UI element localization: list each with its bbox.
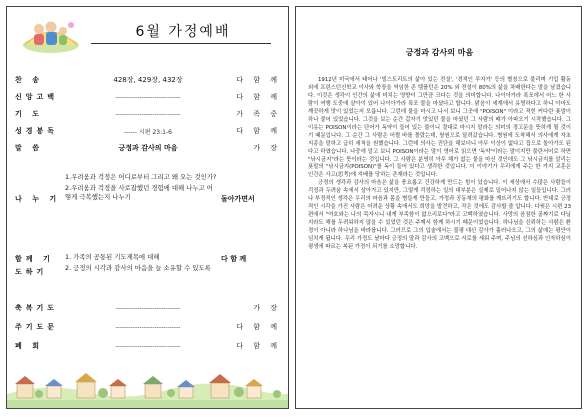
row-scripture (15, 126, 281, 136)
row-value: ------------------------------ (115, 93, 181, 101)
sermon-paragraph: 긍정의 생각과 감사의 마음은 삶을 풍요롭고 건강하게 만드는 힘이 있습니다. 이 세상에서 수많은 사람들이 걱정과 두려움 속에서 살아가고 있지만, 그렇게 걱정하는 일의 대부분은 실제로 일어나지 않는 일들입니다. 그러나 부정적인 생각은 우리의 마음과 몸을 병들게 만들고, 가정과 공동체의 평화를 깨뜨리기도 합니다. 반대로 긍정적인 시각을 가진 사람은 어려운 상황 속에서도 희망을 발견하고, 작은 것에도 감사할 줄 압니다. 다윗은 시편 23편에서 "여호와는 나의 목자시니 내게 부족함이 없으리로다"라고 고백하였습니다. 사망의 음침한 골짜기로 다닐지라도 해를 두려워하지 않을 수 있었던 것은 주께서 함께 하시기 때문이었습니다. 하나님을 신뢰하는 사람은 환경이 아니라 하나님을 바라봅니다. 그러므로 그의 입술에서는 불평 대신 감사가 흘러나오고, 그의 삶에는 평안이 넘치게 됩니다. 우리 가정도 날마다 긍정의 말과 감사의 고백으로 서로를 세워 주며, 주님의 선하심과 인자하심이 평생에 따르는 복된 가정이 되기를 소망합니다. (308, 180, 571, 251)
sharing-label: 나 누 기 (15, 195, 61, 203)
row-value: 긍정과 감사의 마음 (118, 144, 178, 152)
row-label: 폐 회 (15, 342, 43, 350)
row-leader: 다 함 께 (236, 127, 281, 135)
family-illustration (21, 15, 81, 53)
sermon-title: 긍정과 감사의 마음 (405, 48, 474, 57)
sharing-block (15, 173, 281, 229)
row-benediction (15, 303, 281, 313)
row-leader: 다 함 께 (236, 76, 281, 84)
row-prayer (15, 109, 281, 119)
row-label: 주기도문 (15, 323, 59, 331)
group-prayer-block (15, 253, 281, 293)
sharing-leader: 돌아가면서 (221, 195, 255, 203)
row-label: 성경봉독 (15, 127, 59, 135)
sermon-paragraph: 1912년 미국에서 태어나 '빌스트리트의 삶아 있는 전설', '경적인 투자가' 등의 별칭으로 불리며 기업 활동 외에 프린스턴신학교 이사와 학장을 역임한 존 템플턴은 20% 외 전설이 80%의 삶을 차배한다는 말을 남겼습니다. 이것은 생각이 인간의 삶에 미치는 영향이 그만큼 크다는 것을 의미합니다. 나이아가라 폭포에서 어느 한 사람이 여행 도중에 살아이 있어 나이아가라 폭포 물을 마셨다고 합니다. 맑음이 세계에서 유명하다고 하니 아마도 깨끗하게 맛이 있었는지 모릅니다. 그런데 물을 마시고 나서 보니 그곳에 "POISON" 이라고 적힌 커다란 푯말이 하나 붙어 있었습니다. 그것을 보는 순간 갑자기 맛있던 물을 마셨던 그 사람의 배가 아파오기 시작했습니다. 그 이유는 POISON이라는 단어가 독약이 들어 있는 물이니 절대로 마시지 말라는 의미의 경고문을 뜻하게 될 것이기 때문입니다. 그 순간 그 사람은 어쩔 바를 몰랐는데, 쌍원으로 달려갔습니다. 병원에 도착해서 의사에게 자초지종을 말하고 급히 세척을 원했습니다. 그런데 의사는 진단을 해보더니 아무 이상이 없다고 집으로 돌아가도 된다고 하였습니다. 나중에 알고 보니 POISON이라는 말이 영어로 읽으면 '독약'이라는 말이지만 불란서어로 하면 "낚시금지"라는 뜻이라는 것입니다. 그 사람은 분명히 아무 해가 없는 물을 마신 것인데도 그 낚시금지를 알리는 푯말의 "낚시금지(POISON)"를 독이 들어 있다고 생각한 것입니다. 이 이야기가 우리에게 주는 한 가지 교훈은 인간은 사고(思考)에 지배를 당하는 존재라는 것입니다. (308, 77, 571, 179)
row-value: ------ 시편 23:1-6 (124, 128, 172, 136)
group-prayer-items (65, 253, 217, 276)
row-value: ------------------------------ (115, 304, 181, 312)
row-label: 기 도 (15, 110, 43, 118)
sharing-item: 2.우려움과 걱정을 사로잡했던 경험에 대해 나누고 어떻게 극복했는지 나누기 (65, 184, 213, 201)
sermon-body (308, 77, 571, 252)
row-hymn (15, 75, 281, 85)
row-leader: 가 장 (253, 304, 281, 312)
row-value: ------------------------------ (115, 342, 181, 350)
title-underline (91, 43, 271, 44)
group-prayer-label: 함께 기도하기 (15, 255, 54, 276)
row-label: 축복기도 (15, 304, 59, 312)
group-prayer-item: 1. 가족의 공통된 기도제목에 대해 (65, 253, 160, 261)
row-value: ------------------------------ (115, 110, 181, 118)
row-closing (15, 341, 281, 351)
sharing-items (65, 173, 217, 204)
row-value: 428장, 429장, 432장 (113, 76, 183, 84)
left-page (6, 6, 289, 409)
page-title: 6월 가정예배 (135, 24, 231, 40)
row-leader: 가 족 중 (236, 110, 281, 118)
right-page (295, 6, 582, 409)
row-sermon (15, 143, 281, 153)
row-label: 신앙고백 (15, 93, 59, 101)
row-leader: 다 함 께 (236, 93, 281, 101)
row-lords-prayer (15, 322, 281, 332)
row-creed (15, 92, 281, 102)
row-label: 말 씀 (15, 144, 43, 152)
row-leader: 다 함 께 (236, 342, 281, 350)
village-illustration (7, 364, 289, 408)
row-leader: 가 장 (253, 144, 281, 152)
row-value: ------------------------------ (115, 323, 181, 331)
group-prayer-item: 2. 긍정의 시각과 감사의 마음을 늘 소유할 수 있도록 (65, 264, 211, 273)
row-leader: 다 함 께 (236, 323, 281, 331)
row-label: 찬 송 (15, 76, 43, 84)
group-prayer-leader: 다 함 께 (221, 255, 247, 263)
sharing-item: 1.우려움과 걱정은 어디로부터 그리고 왜 오는 것인가? (65, 173, 217, 181)
